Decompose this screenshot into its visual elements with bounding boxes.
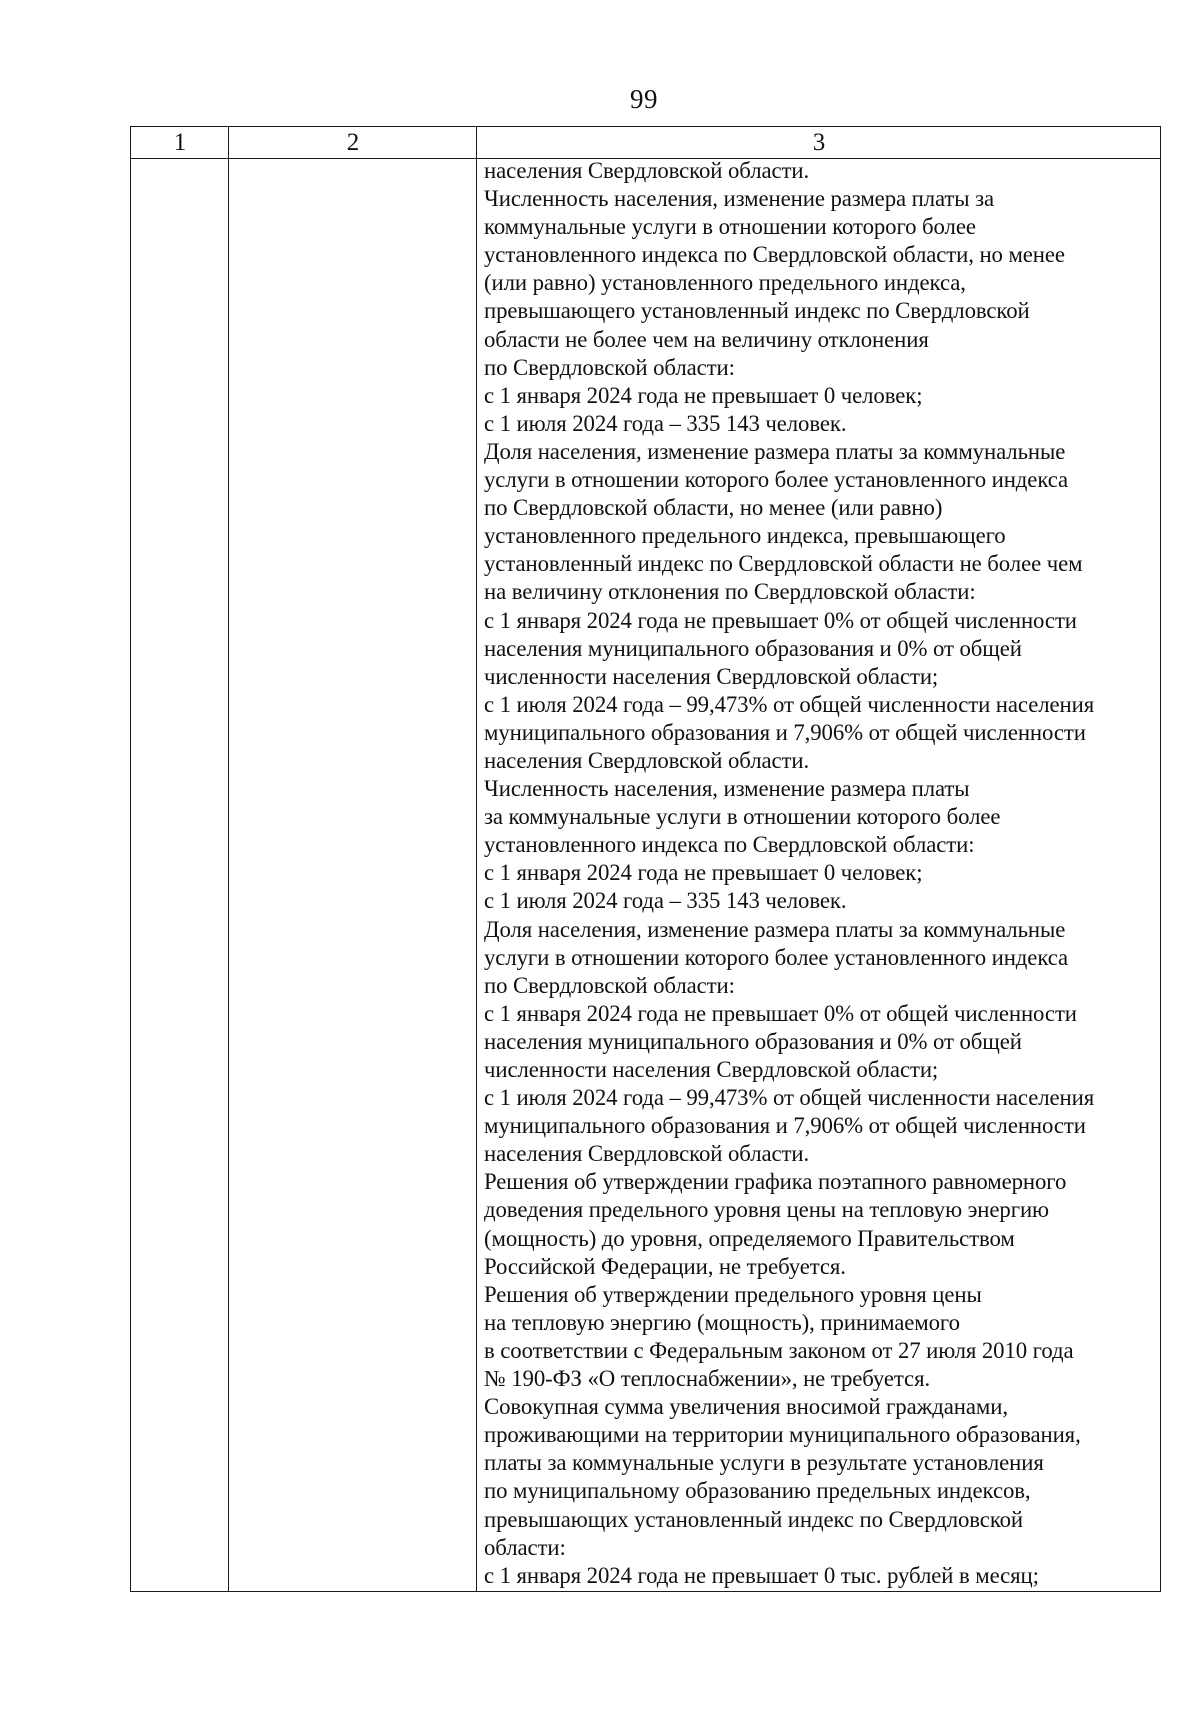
column-2-header: 2 [346, 129, 360, 156]
text-line: области: [484, 1534, 566, 1560]
text-line: населения муниципального образования и 0% от общей [484, 1028, 1022, 1054]
text-line: с 1 января 2024 года не превышает 0% от общей численности [484, 607, 1077, 633]
text-line: с 1 июля 2024 года – 335 143 человек. [484, 888, 847, 914]
text-line: Российской Федерации, не требуется. [484, 1253, 846, 1279]
text-line: области не более чем на величину отклонения [484, 326, 929, 352]
text-line: установленного индекса по Свердловской области, но менее [484, 242, 1065, 268]
text-line: установленного предельного индекса, превышающего [484, 523, 1006, 549]
text-line: в соответствии с Федеральным законом от 27 июля 2010 года [484, 1337, 1074, 1363]
column-3-header: 3 [812, 129, 826, 156]
text-line: проживающими на территории муниципального образования, [484, 1422, 1081, 1448]
text-line: на тепловую энергию (мощность), принимаемого [484, 1309, 960, 1335]
text-line: (или равно) установленного предельного индекса, [484, 270, 966, 296]
text-line: превышающего установленный индекс по Свердловской [484, 298, 1030, 324]
text-line: с 1 июля 2024 года – 99,473% от общей численности населения [484, 691, 1095, 717]
text-line: численности населения Свердловской области; [484, 1057, 939, 1082]
text-line: превышающих установленный индекс по Свердловской [484, 1506, 1024, 1532]
text-line: населения муниципального образования и 0% от общей [484, 635, 1022, 661]
text-line: с 1 января 2024 года не превышает 0% от общей численности [484, 1000, 1077, 1026]
text-line: доведения предельного уровня цены на тепловую энергию [484, 1197, 1049, 1223]
column-3-cell [484, 157, 1156, 1590]
text-line: муниципального образования и 7,906% от общей численности [484, 1113, 1086, 1139]
document-table [130, 126, 1161, 1592]
text-line: по Свердловской области: [484, 354, 735, 380]
text-line: Численность населения, изменение размера платы [484, 776, 970, 802]
text-line: Доля населения, изменение размера платы за коммунальные [484, 916, 1066, 942]
text-line: с 1 июля 2024 года – 335 143 человек. [484, 410, 847, 436]
column-divider-2 [476, 127, 477, 1591]
text-line: по муниципальному образованию предельных индексов, [484, 1478, 1031, 1504]
text-line: на величину отклонения по Свердловской области: [484, 579, 976, 605]
text-line: № 190-ФЗ «О теплоснабжении», не требуется. [484, 1366, 931, 1392]
text-line: Решения об утверждении предельного уровня цены [484, 1281, 982, 1307]
text-line: услуги в отношении которого более установленного индекса [484, 467, 1069, 493]
text-line: Решения об утверждении графика поэтапного равномерного [484, 1169, 1067, 1195]
text-line: с 1 января 2024 года не превышает 0 человек; [484, 860, 923, 886]
text-line: численности населения Свердловской области; [484, 663, 939, 689]
text-line: услуги в отношении которого более установленного индекса [484, 944, 1069, 970]
text-line: по Свердловской области: [484, 972, 735, 998]
text-line: муниципального образования и 7,906% от общей численности [484, 719, 1086, 745]
page-number: 99 [630, 84, 658, 114]
text-line: по Свердловской области, но менее (или равно) [484, 495, 943, 521]
text-line: (мощность) до уровня, определяемого Правительством [484, 1225, 1015, 1251]
text-line: установленный индекс по Свердловской области не более чем [484, 551, 1083, 577]
table-header-row [131, 127, 1160, 159]
text-line: установленного индекса по Свердловской области: [484, 832, 975, 858]
column-1-header: 1 [173, 129, 187, 156]
text-line: населения Свердловской области. [484, 158, 810, 183]
text-line: населения Свердловской области. [484, 1141, 810, 1167]
text-line: с 1 июля 2024 года – 99,473% от общей численности населения [484, 1085, 1095, 1111]
text-line: Численность населения, изменение размера платы за [484, 186, 995, 212]
text-line: населения Свердловской области. [484, 747, 810, 773]
column-divider-1 [228, 127, 229, 1591]
text-line: платы за коммунальные услуги в результате установления [484, 1450, 1044, 1476]
text-line: коммунальные услуги в отношении которого более [484, 214, 976, 240]
text-line: Совокупная сумма увеличения вносимой гражданами, [484, 1394, 1008, 1420]
text-line: Доля населения, изменение размера платы за коммунальные [484, 438, 1066, 464]
text-line: за коммунальные услуги в отношении которого более [484, 804, 1001, 830]
text-line: с 1 января 2024 года не превышает 0 тыс. рублей в месяц; [484, 1562, 1039, 1588]
text-line: с 1 января 2024 года не превышает 0 человек; [484, 382, 923, 408]
